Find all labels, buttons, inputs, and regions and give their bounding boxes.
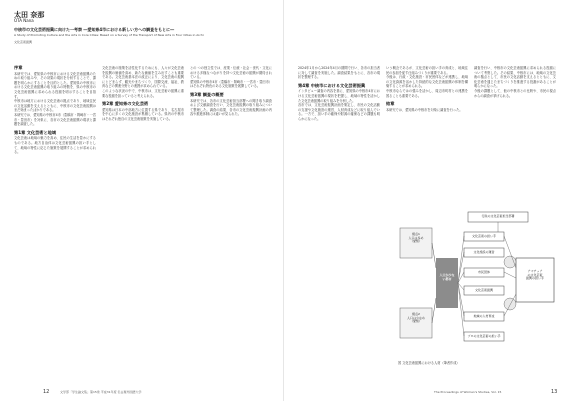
paragraph: 本研究では、愛知県の中核市4市（豊橋市・岡崎市・一宮市・豊田市）を対象に、各市の文化芸術振興の現状と課題を調査した。: [14, 112, 96, 127]
paragraph: 愛知県の中核市4市（豊橋市・岡崎市・一宮市・豊田市）はそれぞれ特色のある文化施策を展開している。: [190, 79, 272, 89]
keywords: 文化芸術振興: [14, 40, 33, 44]
left-col-2: [102, 66, 184, 122]
left-col-3: [190, 66, 272, 117]
right-box-label: アマチュア の文化芸術 振興の担い手: [525, 269, 544, 281]
mid-box-label-1: 文化芸術の担い手: [471, 234, 496, 238]
author-name-en: OTA Nana: [14, 18, 34, 23]
diagram-figure: [398, 208, 558, 365]
top-box-label: 行政の文化芸術担当部署: [481, 214, 515, 218]
paragraph: 本研究では、各市の文化芸術担当部署への聞き取り調査および文献調査を行い、文化芸術振興の取り組みについて整理した。調査の結果、各市の文化芸術振興計画の内容や推進体制には違いが見られた。: [190, 98, 272, 117]
paper-title-ja: 中核市の文化芸術振興に向けた一考察 ―愛知県4市における新しい方への調査をもとに―: [14, 27, 175, 32]
right-col-3: [474, 66, 556, 198]
author-name-ja: 太田 奈那: [14, 11, 45, 19]
right-col-1: [298, 66, 380, 122]
page-number-left: 12: [43, 389, 50, 395]
left-bottom-label: 視点2 人口は少なめ （愛知）: [406, 312, 425, 324]
page-number-right: 13: [551, 389, 558, 395]
paragraph: 今後は、行政・文化施設・市民団体などが連携し、地域の文化資源を活かした持続的な文化芸術振興の体制を構築することが求められる。: [386, 75, 468, 89]
section-heading: 序章: [14, 65, 23, 70]
paragraph: 調査を行い、中核市の文化芸術振興に求められる役割について考察した。その結果、中核市には、地域の文化芸術の拠点として、市民の文化活動を支えるとともに、文化芸術を通じたまちづくりを推進する役割があることが明らかになった。: [474, 66, 556, 89]
section-heading: 第3章 調査の概要: [190, 91, 224, 97]
paragraph: インタビュー調査の内容を基に、愛知県の中核市4市における文化芸術振興の現状を把握し、地域の特性を活かした文化芸術振興の取り組みを分析した。: [298, 89, 380, 103]
mid-box-label-2: 文化施設の運営: [473, 250, 495, 254]
right-col-2: [386, 66, 468, 112]
paragraph: いう概念であるが、文化芸術の担い手の育成と、地域住民の参加を促す仕組みづくりが重要である。: [386, 66, 468, 75]
center-label: 人口が少な い都市: [439, 273, 455, 281]
left-page: [0, 0, 283, 401]
figure-caption: 図 文化芸術振興における人材（筆者作成）: [398, 361, 460, 365]
mid-box-label-4: 文化芸術振興: [474, 288, 493, 292]
paragraph: 2024年1月から2024年4月の期間で行い、各市の担当者に対して調査を実施した。調査結果をもとに、各市の現状を整理する。: [298, 66, 380, 80]
paper-title-en: A Study of Promoting Culture and the Arts in Core Cities: Based on a Survey of the Transport of New Arts in Four Cities in Aichi: [14, 33, 204, 37]
circle-node-1: [504, 256, 516, 268]
paragraph: 各市では、文化芸術振興計画を策定し、市民の文化活動の支援や文化施設の運営、人材育成などに取り組んでいる。一方で、担い手の確保や財源の確保などの課題も明らかになった。: [298, 103, 380, 121]
section-heading: 第1章 文化芸術と地域: [14, 129, 57, 135]
circle-node-2: [504, 298, 516, 310]
paragraph: このような状況の中で、中核市は、文化芸術の振興に重要な役割を担っていると考えられる。: [102, 88, 184, 98]
section-heading: 第2章 愛知県の文化芸術: [102, 101, 149, 107]
paragraph: 愛知県は日本の中部地方に位置する県であり、名古屋市を中心に多くの文化施設が集積している。県内の中核市はそれぞれ独自の文化芸術施策を実施している。: [102, 107, 184, 121]
right-footer: The Proceedings of Women's Studies, Vol. 15: [434, 390, 502, 394]
center-block: [436, 258, 458, 308]
left-col-1: [14, 66, 96, 155]
left-top-label: 視点1 人口は多め （愛知）: [408, 232, 424, 244]
paragraph: 文化芸術は地域の魅力を高め、住民の生活を豊かにするものである。地方自治体は文化芸術振興の担い手として、地域の特性に応じた施策を展開することが求められる。: [14, 136, 96, 155]
section-heading: 結章: [386, 101, 395, 107]
paragraph: 本研究では、愛知県の中核市を対象に調査を行った。: [386, 107, 463, 112]
left-footer: 文学部「学生論文集」第15巻 平成31年度 名古屋外国語大学: [60, 390, 142, 394]
bottom-box-label-1: 地域の人材育成: [473, 314, 495, 318]
paragraph: 本研究では、愛知県の中核市における文化芸術振興のための取り組みや、その効果の現状を分析することで、課題を明らかにすることを目的とした。愛知県の中核市における文化芸術振興の取り組みの特徴を、県の中核市の文化芸術振興に求められる役割を明示することを目指す。: [14, 71, 96, 99]
paragraph: との つの独立性では、産業・伝統・社会・世代・文化における多様なつながりを持つ文化芸術の振興が期待されている。: [190, 66, 272, 80]
paragraph: 今後の課題として、他の中核市との比較や、市民の視点からの調査が挙げられる。: [474, 88, 556, 98]
bottom-box-label-2: プロの文化芸術の担い手: [467, 334, 501, 338]
paragraph: 中核市は地方における文化芸術の拠点であり、地域住民の文化活動を支えるとともに、中核市の文化芸術振興はまだ始まったばかりである。: [14, 99, 96, 113]
section-heading: 第4章 中核市における文化芸術振興: [298, 82, 366, 88]
paragraph: 文化芸術の施策を活性化するためにも、人々が文化芸術を振興の価値を高め、新たな価値を生み出すことも重要である。文化芸術基本法の改正により、文化芸術の振興にとどまらず、観光やまちづくり、国際交流、福祉、教育などの関連分野との連携が求められている。: [102, 66, 184, 89]
mid-box-label-3: 市民団体: [477, 270, 490, 274]
paragraph: 中核市ならではの強みを活かし、周辺市町村との連携を図ることも重要である。: [386, 88, 468, 98]
